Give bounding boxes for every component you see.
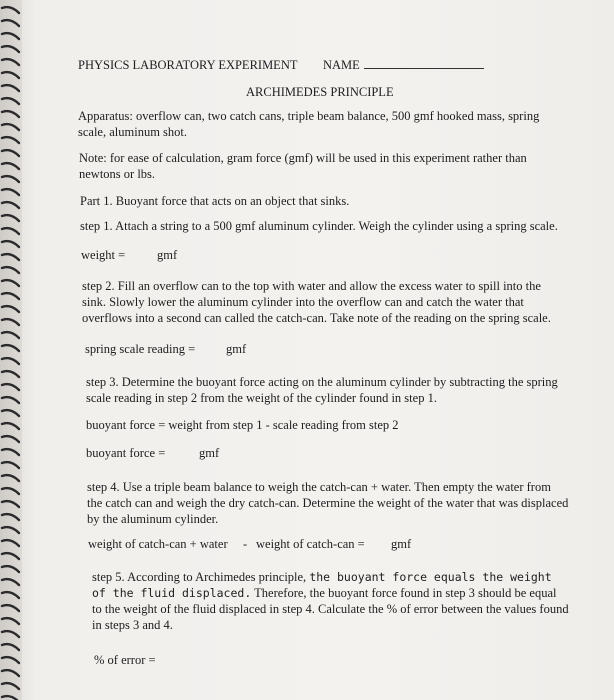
note-line-2: newtons or lbs.	[79, 167, 156, 181]
step5-line-1-text: step 5. According to Archimedes principle,	[92, 570, 310, 584]
lab-title: PHYSICS LABORATORY EXPERIMENT	[78, 58, 298, 72]
catch-can-formula-minus: -	[243, 537, 248, 551]
step2-line-3: overflows into a second can called the catch-can. Take note of the reading on the spring scale.	[82, 311, 551, 325]
catch-can-unit: gmf	[391, 537, 412, 551]
step5-line-3: to the weight of the fluid displaced in step 4. Calculate the % of error between the values found	[92, 602, 569, 616]
name-label: NAME	[323, 58, 360, 72]
buoyant-formula: buoyant force = weight from step 1 - scale reading from step 2	[86, 418, 399, 432]
step2-line-2: sink. Slowly lower the aluminum cylinder into the overflow can and catch the water that	[82, 295, 524, 309]
step5-line-1	[92, 570, 552, 585]
buoyant-force-label: buoyant force =	[86, 446, 166, 460]
step3-line-1: step 3. Determine the buoyant force acting on the aluminum cylinder by subtracting the spring	[86, 375, 558, 389]
catch-can-formula-a: weight of catch-can + water	[88, 537, 228, 551]
step4-line-3: by the aluminum cylinder.	[87, 512, 219, 526]
part1-heading: Part 1. Buoyant force that acts on an object that sinks.	[80, 194, 350, 208]
step5-line-2-text: Therefore, the buoyant force found in step 3 should be equal	[251, 586, 557, 600]
apparatus-line-1: Apparatus: overflow can, two catch cans, triple beam balance, 500 gmf hooked mass, spring	[78, 109, 540, 123]
catch-can-formula-b: weight of catch-can =	[256, 537, 365, 551]
principle-quote-2: of the fluid displaced.	[92, 586, 252, 600]
step4-line-2: the catch can and weigh the dry catch-can. Determine the weight of the water that was displaced	[87, 496, 569, 510]
name-underline	[364, 67, 484, 69]
step2-line-1: step 2. Fill an overflow can to the top with water and allow the excess water to spill into the	[82, 279, 541, 293]
percent-error-label: % of error =	[94, 653, 156, 667]
spring-scale-label: spring scale reading =	[85, 342, 196, 356]
step5-line-2	[92, 586, 556, 601]
step3-line-2: scale reading in step 2 from the weight of the cylinder found in step 1.	[86, 391, 437, 405]
weight-label: weight =	[81, 248, 126, 262]
step5-line-4: in steps 3 and 4.	[92, 618, 173, 632]
buoyant-force-unit: gmf	[199, 446, 220, 460]
subtitle: ARCHIMEDES PRINCIPLE	[246, 85, 394, 99]
principle-quote-1: the buoyant force equals the weight	[309, 570, 552, 584]
step1-text: step 1. Attach a string to a 500 gmf aluminum cylinder. Weigh the cylinder using a spring scale.	[80, 219, 558, 233]
apparatus-line-2: scale, aluminum shot.	[78, 125, 188, 139]
weight-unit: gmf	[157, 248, 178, 262]
spring-scale-unit: gmf	[226, 342, 247, 356]
step4-line-1: step 4. Use a triple beam balance to weigh the catch-can + water. Then empty the water from	[87, 480, 551, 494]
note-line-1: Note: for ease of calculation, gram force (gmf) will be used in this experiment rather than	[79, 151, 527, 165]
name-field[interactable]	[323, 58, 484, 73]
